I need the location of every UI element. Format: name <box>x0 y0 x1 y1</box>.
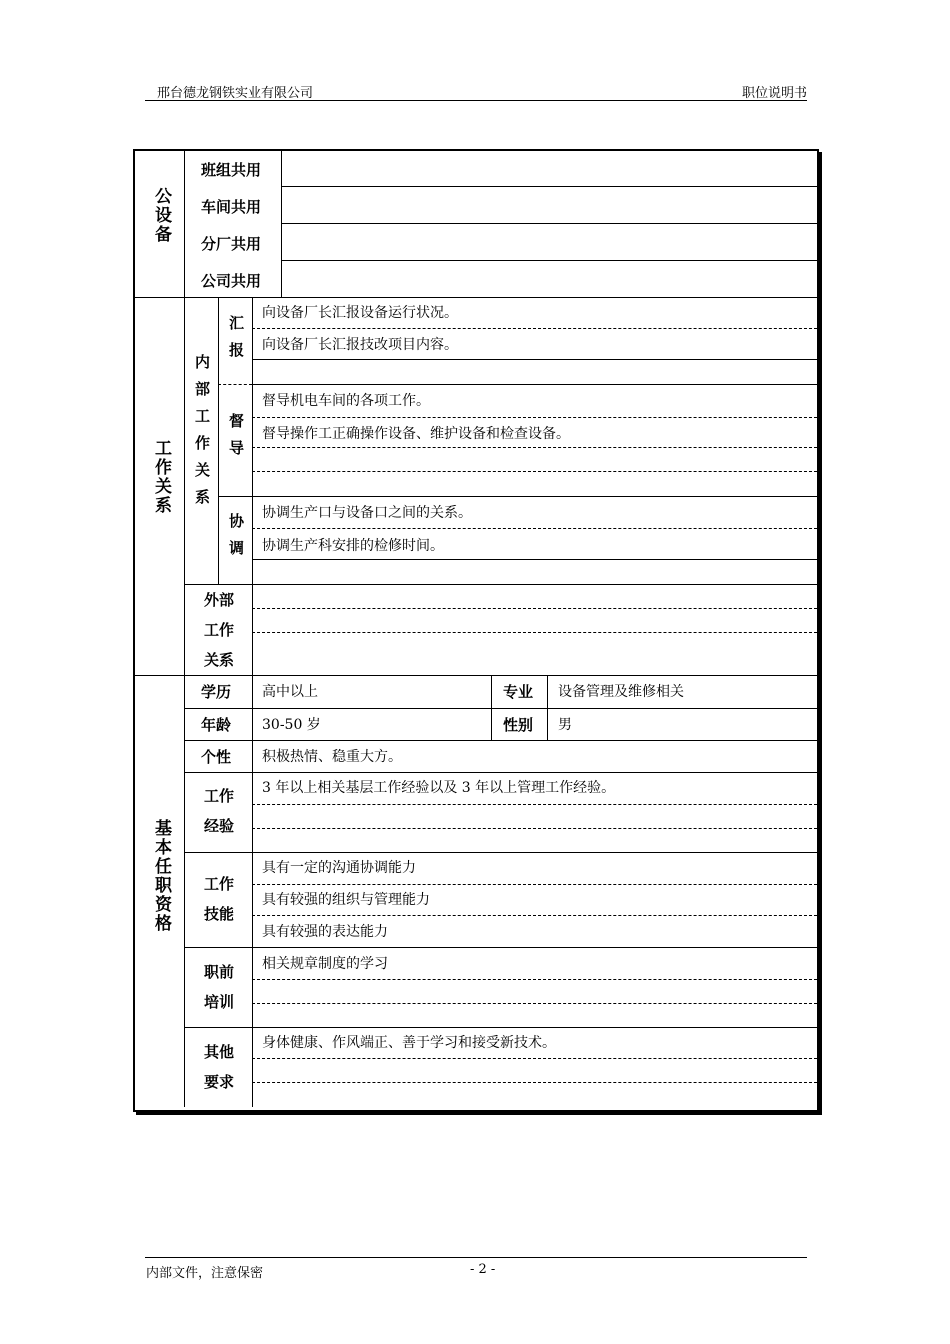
coordinate-item-1: 协调生产口与设备口之间的关系。 <box>262 505 472 521</box>
footer-rule <box>145 1257 807 1258</box>
col-divider-section <box>184 151 185 1107</box>
gender-label: 性别 <box>503 716 534 734</box>
equipment-section-label: 公设备 <box>151 187 171 244</box>
major-label: 专业 <box>503 683 534 701</box>
other-value: 身体健康、作风端正、善于学习和接受新技术。 <box>262 1035 556 1051</box>
gender-value: 男 <box>558 717 572 733</box>
skills-label: 工作 技能 <box>203 875 234 923</box>
education-label: 学历 <box>201 683 232 701</box>
confidential-note: 内部文件，注意保密 <box>146 1266 264 1281</box>
qualifications-section-label: 基本任职资格 <box>151 819 171 933</box>
supervise-item-1: 督导机电车间的各项工作。 <box>262 393 430 409</box>
equip-row-workshop: 车间共用 <box>201 198 262 216</box>
page-number: - 2 - <box>470 1262 496 1277</box>
supervise-label: 督导 <box>227 413 245 467</box>
coordinate-label: 协调 <box>227 513 245 567</box>
skill-item-2: 具有较强的组织与管理能力 <box>262 892 430 908</box>
experience-label: 工作 经验 <box>203 787 234 835</box>
section-divider <box>135 675 817 676</box>
training-label: 职前 培训 <box>203 963 234 1011</box>
other-label: 其他 要求 <box>203 1043 234 1091</box>
skill-item-3: 具有较强的表达能力 <box>262 924 388 940</box>
coordinate-item-2: 协调生产科安排的检修时间。 <box>262 538 444 554</box>
report-label: 汇报 <box>227 315 245 369</box>
age-value: 30-50 岁 <box>262 717 321 733</box>
report-item-2: 向设备厂长汇报技改项目内容。 <box>262 337 458 353</box>
major-value: 设备管理及维修相关 <box>558 684 684 700</box>
personality-label: 个性 <box>201 748 232 766</box>
education-value: 高中以上 <box>262 684 318 700</box>
report-item-1: 向设备厂长汇报设备运行状况。 <box>262 305 458 321</box>
experience-value: 3 年以上相关基层工作经验以及 3 年以上管理工作经验。 <box>262 780 616 796</box>
equip-row-company: 公司共用 <box>201 272 262 290</box>
skill-item-1: 具有一定的沟通协调能力 <box>262 860 416 876</box>
training-value: 相关规章制度的学习 <box>262 956 388 972</box>
personality-value: 积极热情、稳重大方。 <box>262 749 402 765</box>
equip-row-branch: 分厂共用 <box>201 235 262 253</box>
section-divider <box>135 297 817 298</box>
header-rule <box>145 100 807 101</box>
col-divider-equip <box>281 151 282 297</box>
relations-section-label: 工作关系 <box>151 439 171 515</box>
job-description-table <box>133 149 819 1112</box>
equip-row-team: 班组共用 <box>201 161 262 179</box>
company-name: 邢台德龙钢铁实业有限公司 <box>157 86 314 101</box>
age-label: 年龄 <box>201 716 232 734</box>
supervise-item-2: 督导操作工正确操作设备、维护设备和检查设备。 <box>262 426 570 442</box>
doc-type: 职位说明书 <box>741 86 807 101</box>
internal-relations-label: 内部工作关系 <box>193 354 211 516</box>
external-relations-label: 外部 工作 关系 <box>203 591 234 669</box>
